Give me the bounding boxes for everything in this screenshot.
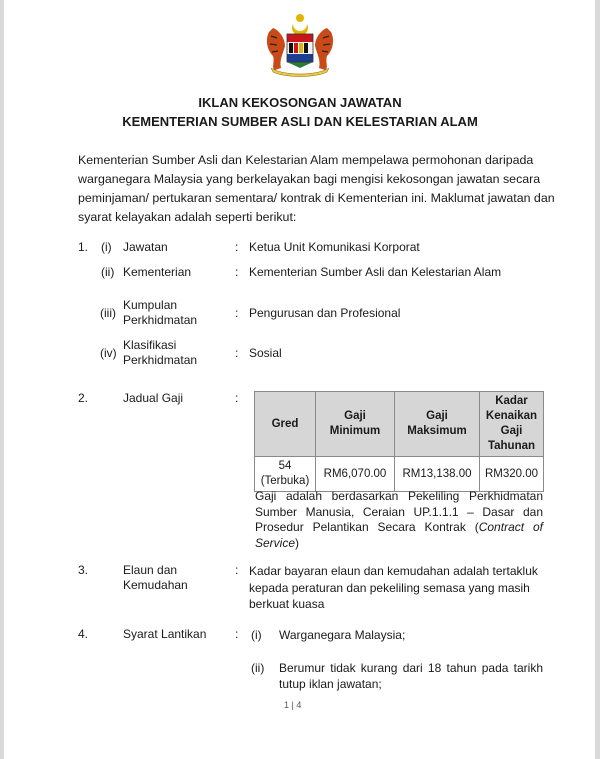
intro-line: Kementerian Sumber Asli dan Kelestarian Alam mempelawa permohonan daripada — [78, 153, 534, 167]
note-line: Sumber Manusia, Ceraian UP.1.1.1 – Dasar dan — [255, 504, 543, 519]
field-label-perkhidmatan: Perkhidmatan — [123, 313, 198, 327]
ministry-title: KEMENTERIAN SUMBER ASLI DAN KELESTARIAN ALAM — [122, 114, 478, 129]
item-roman: (ii) — [251, 661, 265, 675]
intro-line: peminjaman/ pertukaran sementara/ kontrak di Kementerian ini. Maklumat jawatan dan — [78, 191, 555, 205]
table-header-row — [255, 392, 544, 457]
field-value-kementerian: Kementerian Sumber Asli dan Kelestarian Alam — [249, 265, 502, 279]
cell-gaji-maksimum: RM13,138.00 — [395, 457, 480, 492]
item-roman: (i) — [101, 240, 112, 254]
field-value-elaun: Kadar bayaran elaun dan kemudahan adalah tertakluk kepada peraturan dan pekeliling semasa yang masih berkuat kuasa — [249, 564, 538, 611]
field-label-klasifikasi: Klasifikasi — [123, 338, 177, 352]
field-label-jawatan: Jawatan — [123, 240, 168, 254]
salary-table — [254, 391, 544, 492]
malaysia-coat-of-arms-icon — [263, 10, 337, 78]
colon: : — [235, 240, 239, 254]
salary-note — [255, 489, 543, 551]
cell-gred: 54 (Terbuka) — [255, 457, 316, 492]
item-roman: (iii) — [100, 306, 116, 320]
field-label-kementerian: Kementerian — [123, 265, 192, 279]
cell-kenaikan-tahunan: RM320.00 — [480, 457, 544, 492]
field-label-elaun: Elaun dan — [123, 563, 178, 577]
header-gred: Gred — [255, 392, 316, 457]
field-value-klasifikasi: Sosial — [249, 346, 282, 360]
note-line: Service) — [255, 535, 300, 550]
document-title: IKLAN KEKOSONGAN JAWATAN — [198, 95, 402, 110]
header-gaji-minimum: Gaji Minimum — [316, 392, 395, 457]
header-gaji-maksimum: Gaji Maksimum — [395, 392, 480, 457]
colon: : — [235, 346, 239, 360]
field-value-jawatan: Ketua Unit Komunikasi Korporat — [249, 240, 420, 254]
page-number: 1 | 4 — [284, 700, 302, 710]
requirement-text: Berumur tidak kurang dari 18 tahun pada tarikh — [279, 661, 543, 675]
section-number: 1. — [78, 240, 89, 254]
field-label-perkhidmatan: Perkhidmatan — [123, 353, 198, 367]
field-label-kumpulan: Kumpulan — [123, 298, 178, 312]
note-line: Gaji adalah berdasarkan Pekeliling Perkhidmatan — [255, 489, 543, 503]
item-roman: (iv) — [100, 346, 117, 360]
colon: : — [235, 391, 239, 405]
field-value-kumpulan: Pengurusan dan Profesional — [249, 306, 401, 320]
intro-paragraph — [78, 151, 555, 227]
intro-line: warganegara Malaysia yang berkelayakan bagi mengisi kekosongan jawatan secara — [78, 172, 541, 186]
item-roman: (ii) — [101, 265, 115, 279]
colon: : — [235, 265, 239, 279]
section-number: 3. — [78, 563, 89, 577]
table-row — [255, 457, 544, 492]
section-number: 4. — [78, 627, 89, 641]
section-number: 2. — [78, 391, 89, 405]
field-label-jadual-gaji: Jadual Gaji — [123, 391, 184, 405]
requirement-text: tutup iklan jawatan; — [279, 677, 382, 691]
note-line: Prosedur Pelantikan Secara Kontrak (Contract of — [255, 520, 543, 534]
cell-gaji-minimum: RM6,070.00 — [316, 457, 395, 492]
colon: : — [235, 306, 239, 320]
item-roman: (i) — [251, 628, 262, 642]
requirement-text: Warganegara Malaysia; — [279, 628, 406, 642]
colon: : — [235, 563, 239, 577]
field-label-syarat-lantikan: Syarat Lantikan — [123, 627, 207, 641]
header-kadar-kenaikan: Kadar Kenaikan Gaji Tahunan — [480, 392, 544, 457]
intro-line: syarat kelayakan adalah seperti berikut: — [78, 210, 297, 224]
colon: : — [235, 627, 239, 641]
field-label-kemudahan: Kemudahan — [123, 578, 188, 592]
